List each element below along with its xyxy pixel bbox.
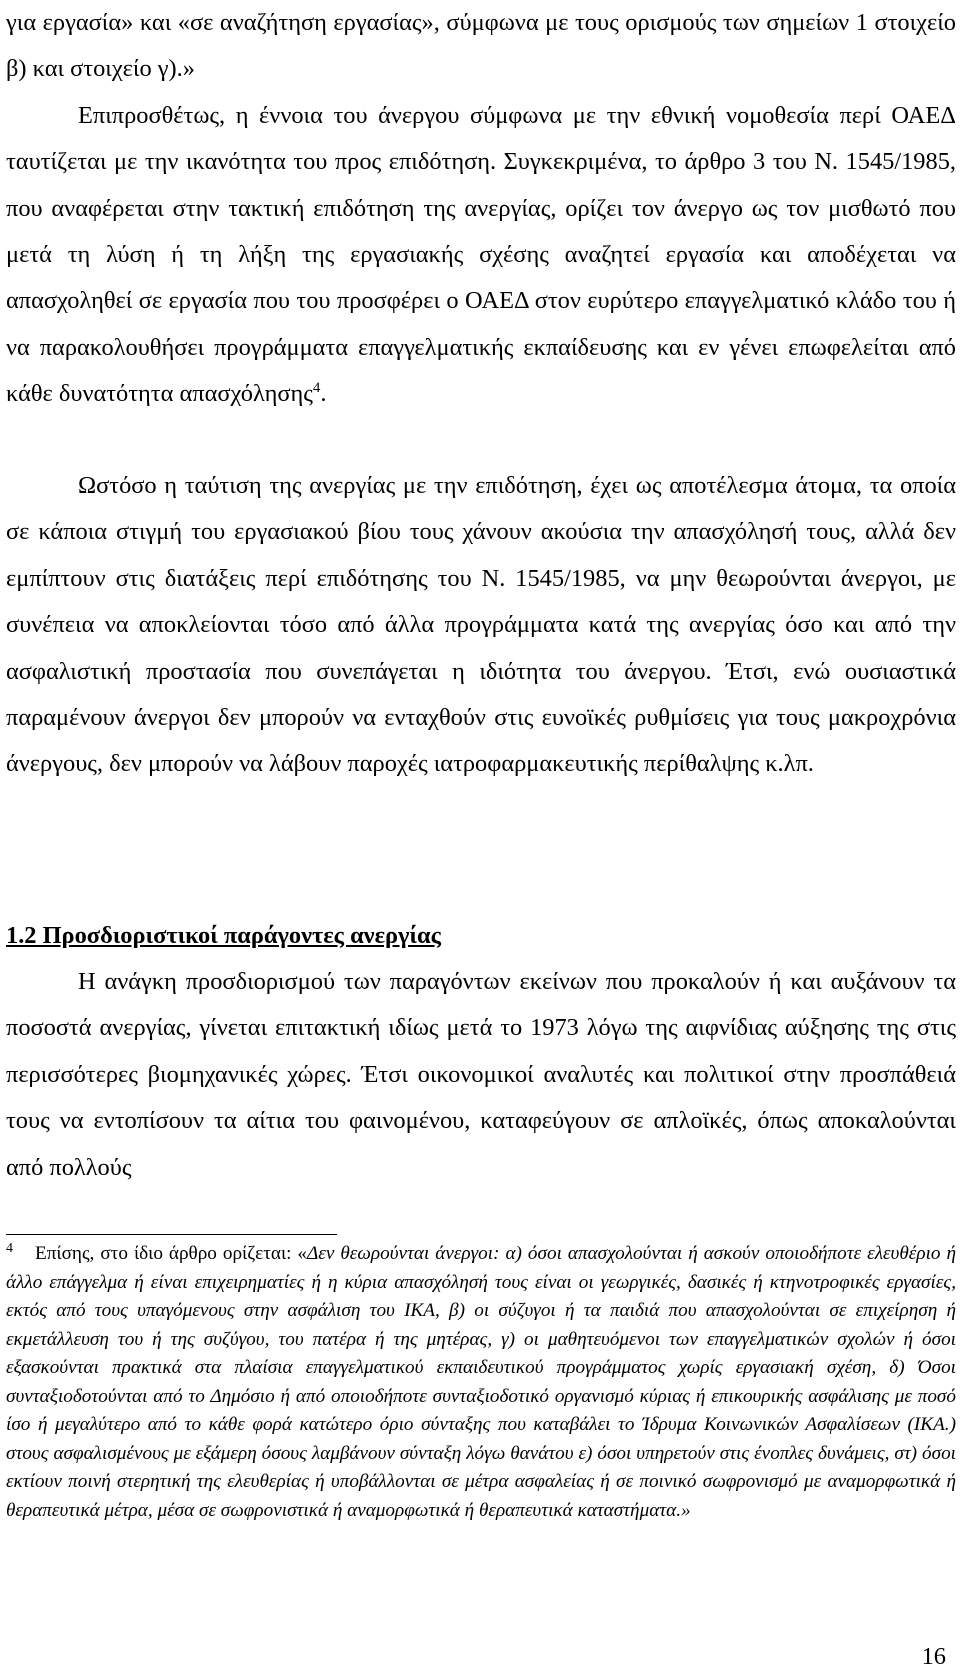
paragraph-1 — [6, 0, 956, 418]
paragraph-2: Ωστόσο η ταύτιση της ανεργίας με την επιδότηση, έχει ως αποτέλεσμα άτομα, τα οποία σε κάποια στιγμή του εργασιακού βίου τους χάνουν ακούσια την απασχόλησή τους, αλλά δεν εμπίπτουν στις διατάξεις περί επιδότησης του Ν. 1545/1985, να μην θεωρούνται άνεργοι, με συνέπεια να αποκλείονται τόσο από άλλα προγράμματα κατά της ανεργίας όσο και από την ασφαλιστική προστασία που συνεπάγεται η ιδιότητα του άνεργου. Έτσι, ενώ ουσιαστικά παραμένουν άνεργοι δεν μπορούν να ενταχθούν στις ευνοϊκές ρυθμίσεις για τους μακροχρόνια άνεργους, δεν μπορούν να λάβουν παροχές ιατροφαρμακευτικής περίθαλψης κ.λπ. — [6, 472, 956, 778]
footnote — [6, 1240, 956, 1525]
section-heading: 1.2 Προσδιοριστικοί παράγοντες ανεργίας — [6, 922, 441, 949]
footnote-reference[interactable]: 4 — [312, 380, 321, 397]
footnote-separator — [6, 1234, 337, 1235]
footnote-quote: Δεν θεωρούνται άνεργοι: α) όσοι απασχολούνται ή ασκούν οποιοδήποτε ελευθέριο ή άλλο επάγγελμα ή είναι επιχειρηματίες ή η κύρια απασχόλησή τους είναι οι γεωργικές, δασικές ή κτηνοτροφικές εργασίες, εκτός από τους υπαγόμενους στην ασφάλιση του ΙΚΑ, β) οι σύζυγοι ή τα παιδιά που απασχολούνται σε επιχείρηση ή εκμετάλλευση του ή της συζύγου, του πατέρα ή της μητέρας, γ) οι μαθητευόμενοι των επαγγελματικών σχολών ή όσοι εξασκούνται πρακτικά στα πλαίσια επαγγελματικού εκπαιδευτικού προγράμματος χωρίς εργασιακή σχέση, δ) Όσοι συνταξιοδοτούνται από το Δημόσιο ή από οποιοδήποτε συνταξιοδοτικό οργανισμό κύριας ή επικουρικής ασφάλισης με ποσό ίσο ή μεγαλύτερο από το κάθε φορά κατώτερο όριο σύνταξης που καταβάλει το Ίδρυμα Κοινωνικών Ασφαλίσεων (ΙΚΑ.) στους ασφαλισμένους με εξάμερη όσους λαμβάνουν σύνταξη λόγω θανάτου ε) όσοι υπηρετούν στις ένοπλες δυνάμεις, στ) όσοι εκτίουν ποινή στερητική της ελευθερίας ή υποβάλλονται σε μέτρα ασφαλείας ή σε ποινικό σωφρονισμό με αναμορφωτικά ή θεραπευτικά μέτρα, μέσα σε σωφρονιστικά ή αναμορφωτικά ή θεραπευτικά καταστήματα.» — [6, 1243, 956, 1521]
footnote-number: 4 — [6, 1240, 13, 1256]
paragraph-unemployed-definition: Επιπροσθέτως, η έννοια του άνεργου σύμφωνα με την εθνική νομοθεσία περί ΟΑΕΔ ταυτίζεται με την ικανότητα του προς επιδότηση. Συγκεκριμένα, το άρθρο 3 του Ν. 1545/1985, που αναφέρεται στην τακτική επιδότηση της ανεργίας, ορίζει τον άνεργο ως τον μισθωτό που μετά τη λύση ή τη λήξη της εργασιακής σχέσης αναζητεί εργασία και αποδέχεται να απασχοληθεί σε εργασία που του προσφέρει ο ΟΑΕΔ στον ευρύτερο επαγγελματικό κλάδο του ή να παρακολουθήσει προγράμματα επαγγελματικής εκπαίδευσης και εν γένει επωφελείται από κάθε δυνατότητα απασχόλησης$^4$. — [6, 101, 956, 408]
page-number: 16 — [921, 1643, 946, 1670]
footnote-intro: Επίσης, στο ίδιο άρθρο ορίζεται: « — [35, 1243, 308, 1264]
paragraph-3: Η ανάγκη προσδιορισμού των παραγόντων εκείνων που προκαλούν ή και αυξάνουν τα ποσοστά ανεργίας, γίνεται επιτακτική ιδίως μετά το 1973 λόγω της αιφνίδιας αύξησης της στις περισσότερες βιομηχανικές χώρες. Έτσι οικονομικοί αναλυτές και πολιτικοί στην προσπάθειά τους να εντοπίσουν τα αίτια του φαινομένου, καταφεύγουν σε απλοϊκές, όπως αποκαλούνται από πολλούς — [6, 968, 956, 1181]
paragraph-continuation: για εργασία» και «σε αναζήτηση εργασίας», σύμφωνα με τους ορισμούς των σημείων 1 στοιχείο β) και στοιχείο γ).» — [6, 9, 956, 83]
